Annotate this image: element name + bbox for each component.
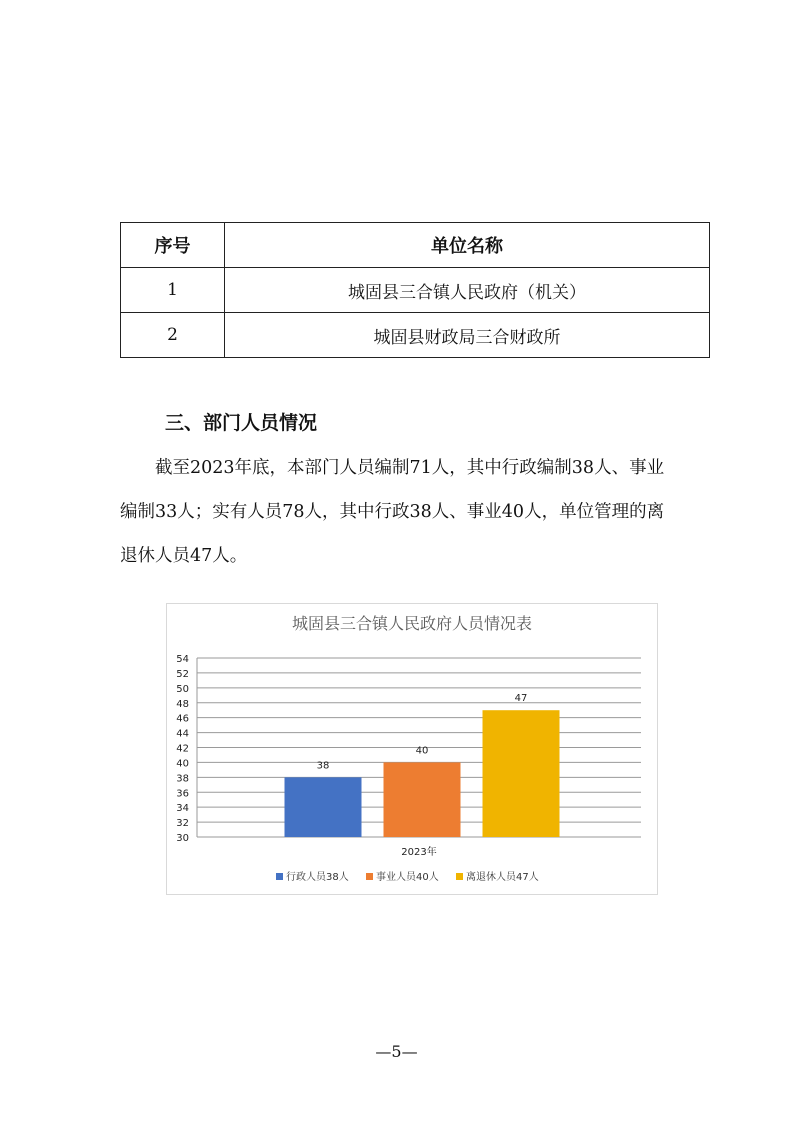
unit-table	[120, 222, 710, 358]
header-unit-name: 单位名称	[225, 223, 710, 268]
page-number: —5—	[375, 1042, 418, 1061]
y-tick-label: 36	[176, 788, 189, 800]
row-unit-name: 城固县三合镇人民政府（机关）	[225, 268, 710, 313]
bar	[483, 710, 560, 837]
bar-data-label: 38	[316, 760, 330, 772]
y-tick-label: 50	[176, 683, 189, 695]
staff-paragraph: 截至2023年底，本部门人员编制71人，其中行政编制38人、事业编制33人；实有人员78人，其中行政38人、事业40人，单位管理的离退休人员47人。	[120, 458, 665, 566]
y-tick-label: 38	[176, 773, 189, 785]
legend-swatch	[366, 873, 373, 880]
y-tick-label: 34	[176, 803, 189, 815]
y-tick-label: 44	[176, 728, 189, 740]
y-tick-label: 48	[176, 698, 189, 710]
row-serial: 2	[121, 313, 225, 358]
chart-title: 城固县三合镇人民政府人员情况表	[291, 614, 533, 633]
table-row	[121, 268, 710, 313]
chart-svg	[167, 604, 657, 894]
y-tick-label: 46	[176, 713, 189, 725]
table-row	[121, 313, 710, 358]
y-tick-label: 30	[176, 833, 189, 844]
header-serial: 序号	[121, 223, 225, 268]
bar	[285, 777, 362, 837]
y-tick-label: 40	[176, 758, 189, 770]
bar	[384, 762, 461, 837]
legend-swatch	[276, 873, 283, 880]
legend-label: 行政人员38人	[286, 872, 349, 883]
legend-label: 离退休人员47人	[466, 872, 539, 883]
x-category-label: 2023年	[401, 847, 437, 858]
legend-swatch	[456, 873, 463, 880]
y-tick-label: 42	[176, 743, 189, 755]
row-serial: 1	[121, 268, 225, 313]
section-heading: 三、部门人员情况	[165, 412, 318, 434]
staff-chart	[166, 603, 658, 895]
bar-data-label: 40	[415, 745, 429, 757]
y-tick-label: 54	[176, 654, 189, 665]
y-tick-label: 32	[176, 818, 189, 830]
row-unit-name: 城固县财政局三合财政所	[225, 313, 710, 358]
table-header-row	[121, 223, 710, 268]
bar-data-label: 47	[514, 693, 528, 705]
y-tick-label: 52	[176, 668, 189, 680]
legend-label: 事业人员40人	[376, 872, 439, 883]
